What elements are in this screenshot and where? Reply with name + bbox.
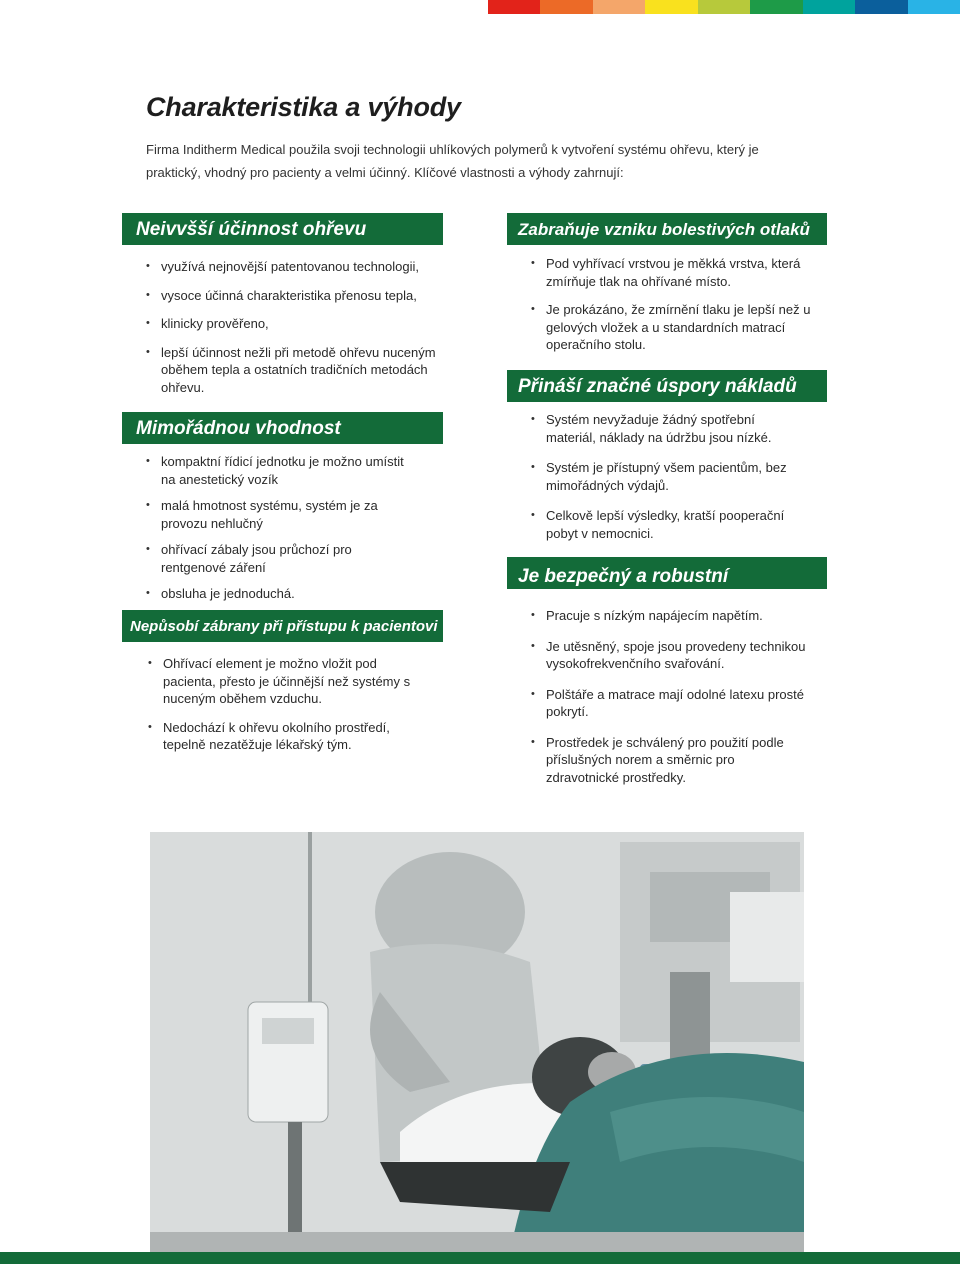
- strip-blue: [855, 0, 907, 14]
- bottom-green-bar: [0, 1252, 960, 1264]
- list-item: • Prostředek je schválený pro použití podle příslušných norem a směrnic pro zdravotnické prostředky.: [531, 734, 811, 787]
- section-header-vhodnost: Mimořádnou vhodnost: [122, 412, 443, 444]
- list-vhodnost: [146, 453, 406, 603]
- intro-paragraph: Firma Inditherm Medical použila svoji technologii uhlíkových polymerů k vytvoření systému ohřevu, který je praktický, vhodný pro pacienty a velmi účinný. Klíčové vlastnosti a výhody zahrnují:: [146, 142, 759, 180]
- list-item: • Polštáře a matrace mají odolné latexu prosté pokrytí.: [531, 686, 811, 721]
- list-item: • využívá nejnovější patentovanou technologii,: [146, 258, 446, 276]
- section-header-pristup: Nepůsobí zábrany při přístupu k pacientovi: [122, 610, 443, 642]
- operating-room-photo: [150, 832, 804, 1252]
- list-item: • Systém nevyžaduje žádný spotřební materiál, náklady na údržbu jsou nízké.: [531, 411, 796, 446]
- list-uspory: [531, 411, 796, 542]
- strip-peach: [593, 0, 645, 14]
- list-item: • Pod vyhřívací vrstvou je měkká vrstva, která zmírňuje tlak na ohřívané místo.: [531, 255, 811, 290]
- list-item: • kompaktní řídicí jednotku je možno umístit na anestetický vozík: [146, 453, 406, 488]
- list-item: • lepší účinnost nežli při metodě ohřevu nuceným oběhem tepla a ostatních tradičních metodách ohřevu.: [146, 344, 446, 397]
- strip-teal: [803, 0, 855, 14]
- list-item: • Systém je přístupný všem pacientům, bez mimořádných výdajů.: [531, 459, 796, 494]
- list-item: • ohřívací zábaly jsou průchozí pro rentgenové záření: [146, 541, 406, 576]
- list-item: • Nedochází k ohřevu okolního prostředí, tepelně nezatěžuje lékařský tým.: [148, 719, 418, 754]
- section-header-otlaky: Zabraňuje vzniku bolestivých otlaků: [507, 213, 827, 245]
- section-header-uspory: Přináší značné úspory nákladů: [507, 370, 827, 402]
- strip-lime: [698, 0, 750, 14]
- list-pristup: [148, 655, 418, 754]
- photo-illustration: [150, 832, 804, 1252]
- page-title: Charakteristika a výhody: [146, 92, 461, 122]
- strip-green: [750, 0, 802, 14]
- list-item: • Pracuje s nízkým napájecím napětím.: [531, 607, 811, 625]
- list-item: • klinicky prověřeno,: [146, 315, 446, 333]
- top-color-strip: [488, 0, 960, 14]
- list-item: • obsluha je jednoduchá.: [146, 585, 406, 603]
- list-ucinnost: [146, 258, 446, 396]
- strip-cyan: [908, 0, 960, 14]
- list-item: • Ohřívací element je možno vložit pod pacienta, přesto je účinnější než systémy s nuceným oběhem vzduchu.: [148, 655, 418, 708]
- list-item: • Je utěsněný, spoje jsou provedeny technikou vysokofrekvenčního svařování.: [531, 638, 811, 673]
- list-item: • vysoce účinná charakteristika přenosu tepla,: [146, 287, 446, 305]
- list-item: • malá hmotnost systému, systém je za provozu nehlučný: [146, 497, 406, 532]
- strip-red: [488, 0, 540, 14]
- section-header-ucinnost: Neivvšší účinnost ohřevu: [122, 213, 443, 245]
- list-robustni: [531, 607, 811, 786]
- list-otlaky: [531, 255, 811, 354]
- strip-orange: [540, 0, 592, 14]
- list-item: • Je prokázáno, že zmírnění tlaku je lepší než u gelových vložek a u standardních matrací operačního stolu.: [531, 301, 811, 354]
- strip-yellow: [645, 0, 697, 14]
- section-header-robustni: Je bezpečný a robustní: [507, 557, 827, 589]
- list-item: • Celkově lepší výsledky, kratší pooperační pobyt v nemocnici.: [531, 507, 796, 542]
